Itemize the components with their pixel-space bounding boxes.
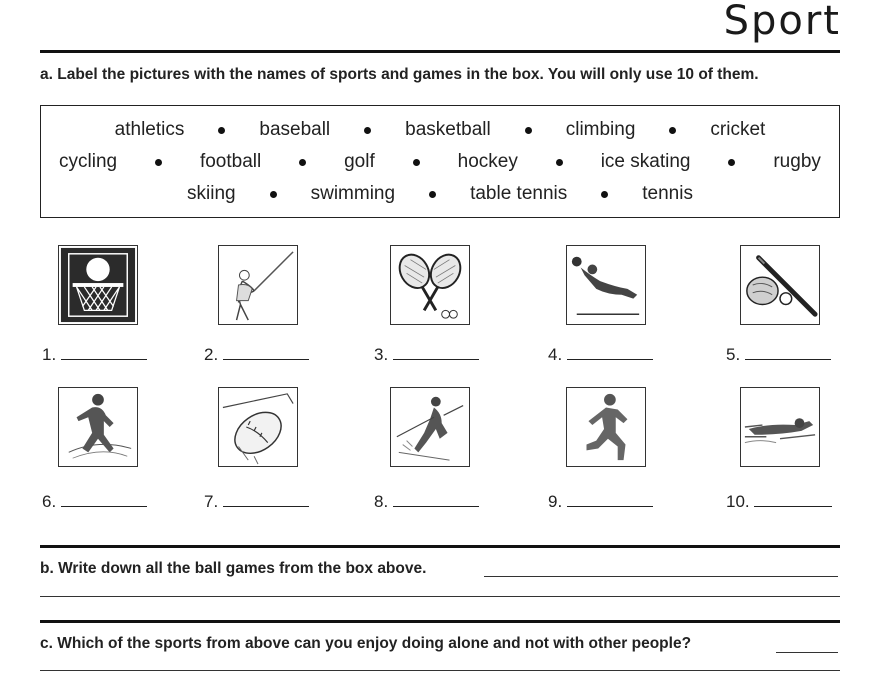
bullet-icon [601,191,608,198]
bullet-icon [728,159,735,166]
word-athletics: athletics [114,119,185,140]
bullet-icon [155,159,162,166]
page-title: Sport [723,0,841,44]
picture-2-answer[interactable]: 2. [204,345,309,365]
basketball-hoop-icon [59,246,137,324]
word-row-1 [41,119,839,141]
picture-7-answer[interactable]: 7. [204,492,309,512]
picture-2 [218,245,298,325]
answer-blank[interactable] [393,506,479,507]
answer-blank[interactable] [754,506,832,507]
picture-8-answer[interactable]: 8. [374,492,479,512]
section-b-answer-line[interactable] [40,596,840,597]
answer-blank[interactable] [61,359,147,360]
word-golf: golf [344,151,375,172]
word-tennis: tennis [642,183,693,204]
word-swimming: swimming [310,183,396,204]
section-b-rule [40,545,840,548]
picture-6-answer[interactable]: 6. [42,492,147,512]
word-table-tennis: table tennis [470,183,568,204]
picture-1 [58,245,138,325]
word-box [40,105,840,218]
answer-blank[interactable] [223,506,309,507]
picture-3-answer[interactable]: 3. [374,345,479,365]
answer-blank[interactable] [61,506,147,507]
word-basketball: basketball [405,119,491,140]
picture-4 [566,245,646,325]
section-b-question: b. Write down all the ball games from the box above. [40,560,427,577]
section-a-instruction: a. Label the pictures with the names of sports and games in the box. You will only use 10 of them. [40,66,759,83]
golfer-icon [219,246,297,324]
word-ice-skating: ice skating [600,151,691,172]
picture-4-answer[interactable]: 4. [548,345,653,365]
word-rugby: rugby [773,151,821,172]
goalkeeper-diving-icon [567,246,645,324]
bullet-icon [429,191,436,198]
bullet-icon [218,127,225,134]
section-b-answer-line[interactable] [484,576,838,577]
picture-1-answer[interactable]: 1. [42,345,147,365]
picture-7 [218,387,298,467]
baseball-bat-glove-icon [741,246,819,324]
ice-skater-icon [59,388,137,466]
section-c-rule [40,620,840,623]
picture-8 [390,387,470,467]
picture-6 [58,387,138,467]
word-cricket: cricket [710,119,766,140]
skier-icon [391,388,469,466]
word-football: football [199,151,262,172]
section-c-answer-line[interactable] [40,670,840,671]
word-baseball: baseball [259,119,331,140]
answer-blank[interactable] [223,359,309,360]
bullet-icon [413,159,420,166]
bullet-icon [364,127,371,134]
section-c-question: c. Which of the sports from above can you enjoy doing alone and not with other people? [40,635,692,652]
bullet-icon [556,159,563,166]
picture-5 [740,245,820,325]
answer-blank[interactable] [393,359,479,360]
answer-blank[interactable] [567,359,653,360]
title-rule [40,50,840,53]
word-row-2 [41,151,839,173]
word-cycling: cycling [59,151,118,172]
bullet-icon [299,159,306,166]
section-c-answer-line[interactable] [776,652,838,653]
answer-blank[interactable] [745,359,831,360]
picture-10 [740,387,820,467]
swimmer-icon [741,388,819,466]
picture-10-answer[interactable]: 10. [726,492,832,512]
word-row-3 [41,183,839,205]
tennis-rackets-icon [391,246,469,324]
bullet-icon [525,127,532,134]
word-hockey: hockey [457,151,518,172]
answer-blank[interactable] [567,506,653,507]
rugby-ball-icon [219,388,297,466]
bullet-icon [270,191,277,198]
word-skiing: skiing [187,183,236,204]
picture-9 [566,387,646,467]
bullet-icon [669,127,676,134]
word-climbing: climbing [565,119,636,140]
runner-icon [567,388,645,466]
picture-3 [390,245,470,325]
picture-9-answer[interactable]: 9. [548,492,653,512]
picture-5-answer[interactable]: 5. [726,345,831,365]
